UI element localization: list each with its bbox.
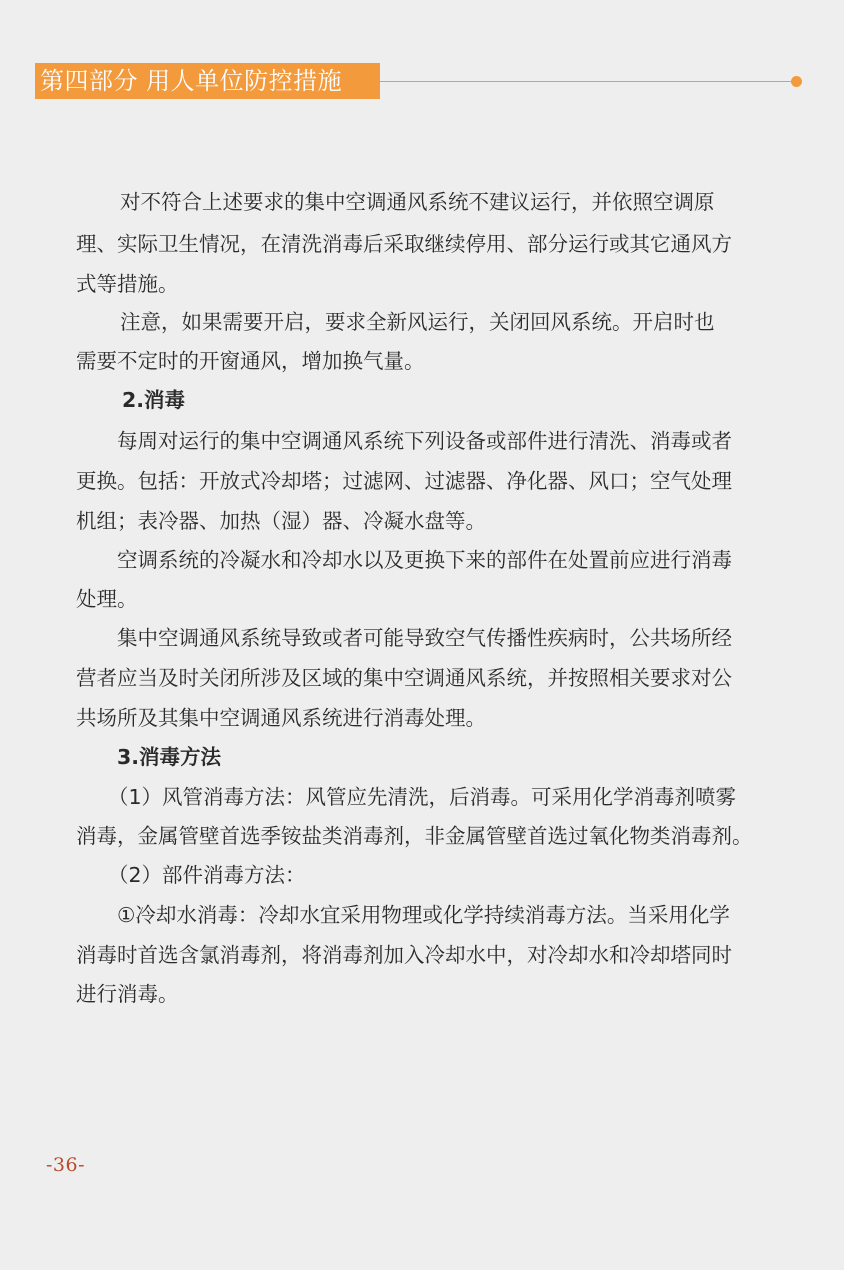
paragraph-line: 每周对运行的集中空调通风系统下列设备或部件进行清洗、消毒或者	[117, 429, 732, 453]
paragraph-line: 消毒时首选含氯消毒剂，将消毒剂加入冷却水中，对冷却水和冷却塔同时	[76, 943, 732, 967]
page-number: -36-	[46, 1154, 86, 1176]
paragraph-line: 式等措施。	[76, 272, 179, 296]
section-title: 第四部分 用人单位防控措施	[40, 67, 343, 95]
paragraph-line: 处理。	[76, 587, 138, 611]
section-heading-methods: 3.消毒方法	[117, 745, 222, 769]
paragraph-line: 共场所及其集中空调通风系统进行消毒处理。	[76, 706, 486, 730]
paragraph-line: 机组；表冷器、加热（湿）器、冷凝水盘等。	[76, 509, 486, 533]
paragraph-line: 注意，如果需要开启，要求全新风运行，关闭回风系统。开启时也	[120, 310, 715, 334]
section-heading-disinfection: 2.消毒	[122, 388, 186, 412]
paragraph-line: 对不符合上述要求的集中空调通风系统不建议运行，并依照空调原	[120, 190, 715, 214]
paragraph-line: 营者应当及时关闭所涉及区域的集中空调通风系统，并按照相关要求对公	[76, 666, 732, 690]
paragraph-line: 进行消毒。	[76, 982, 179, 1006]
paragraph-line: 空调系统的冷凝水和冷却水以及更换下来的部件在处置前应进行消毒	[117, 548, 732, 572]
paragraph-line: ①冷却水消毒：冷却水宜采用物理或化学持续消毒方法。当采用化学	[117, 903, 730, 927]
paragraph-line: （2）部件消毒方法：	[108, 863, 306, 887]
paragraph-line: 集中空调通风系统导致或者可能导致空气传播性疾病时，公共场所经	[117, 626, 732, 650]
header-dot	[791, 76, 802, 87]
header-divider	[380, 81, 795, 82]
paragraph-line: 理、实际卫生情况，在清洗消毒后采取继续停用、部分运行或其它通风方	[76, 232, 732, 256]
paragraph-line: （1）风管消毒方法：风管应先清洗，后消毒。可采用化学消毒剂喷雾	[108, 785, 737, 809]
paragraph-line: 更换。包括：开放式冷却塔；过滤网、过滤器、净化器、风口；空气处理	[76, 469, 732, 493]
paragraph-line: 消毒，金属管壁首选季铵盐类消毒剂，非金属管壁首选过氧化物类消毒剂。	[76, 824, 753, 848]
section-title-banner	[35, 63, 380, 99]
paragraph-line: 需要不定时的开窗通风，增加换气量。	[76, 349, 425, 373]
